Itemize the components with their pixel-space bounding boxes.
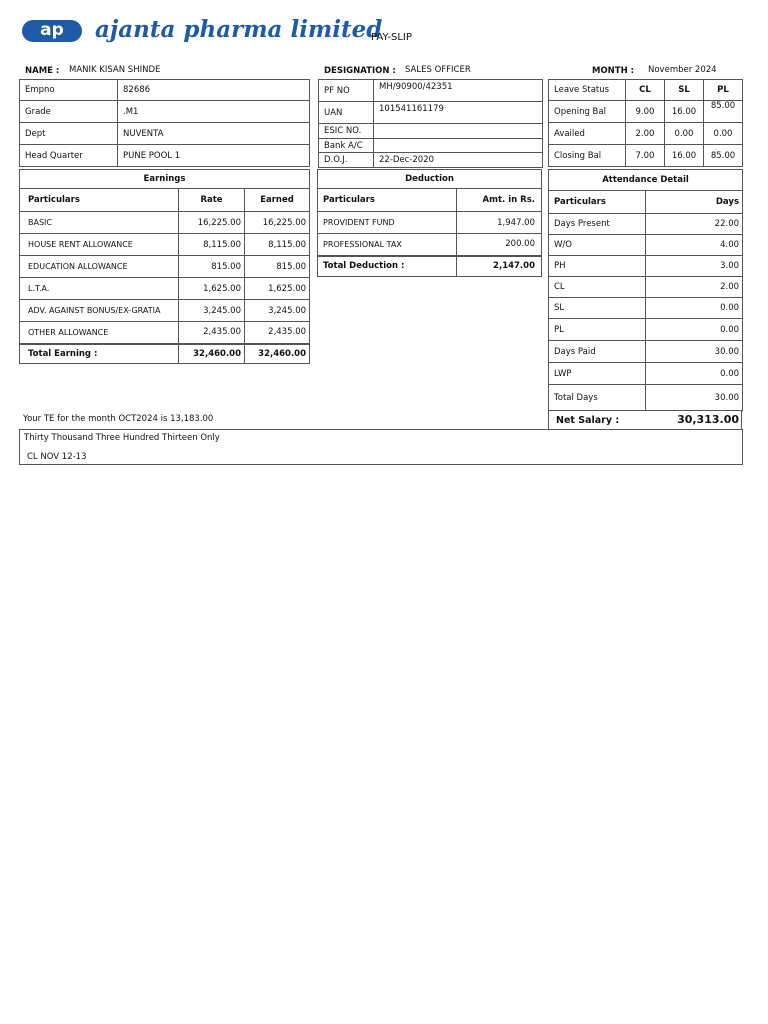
earning-name: BASIC	[20, 212, 179, 234]
detail-label: Grade	[20, 101, 118, 123]
earning-earned: 1,625.00	[245, 278, 310, 300]
earnings-total-label: Total Earning :	[20, 344, 179, 364]
attendance-row	[549, 319, 743, 341]
attendance-row	[549, 277, 743, 298]
id-value: MH/90900/42351	[374, 80, 543, 102]
leave-header: SL	[665, 80, 704, 101]
id-value: 101541161179	[374, 102, 543, 124]
employee-ids-table	[318, 79, 543, 168]
detail-value: NUVENTA	[118, 123, 310, 145]
earning-rate: 3,245.00	[179, 300, 245, 322]
earnings-total-rate: 32,460.00	[179, 344, 245, 364]
earnings-row	[20, 256, 310, 278]
earning-rate: 1,625.00	[179, 278, 245, 300]
attendance-header: Days	[646, 191, 743, 214]
employee-details-table	[19, 79, 310, 167]
earning-earned: 3,245.00	[245, 300, 310, 322]
deduction-amount: 200.00	[457, 234, 542, 256]
attendance-name: LWP	[549, 363, 646, 385]
earnings-header: Rate	[179, 189, 245, 212]
company-logo	[22, 20, 82, 42]
attendance-header: Particulars	[549, 191, 646, 214]
attendance-row	[549, 256, 743, 277]
deduction-header: Amt. in Rs.	[457, 189, 542, 212]
deduction-title: Deduction	[318, 170, 542, 189]
deduction-header: Particulars	[318, 189, 457, 212]
deduction-name: PROFESSIONAL TAX	[318, 234, 457, 256]
leave-pl: 0.00	[704, 123, 743, 145]
attendance-row	[549, 341, 743, 363]
employee-name: MANIK KISAN SHINDE	[69, 65, 161, 75]
attendance-name: PH	[549, 256, 646, 277]
attendance-table	[548, 169, 743, 411]
leave-pl: 85.00	[704, 145, 743, 167]
deduction-row	[318, 234, 542, 256]
id-value	[374, 139, 543, 153]
attendance-row	[549, 235, 743, 256]
attendance-name: Days Paid	[549, 341, 646, 363]
amount-in-words: Thirty Thousand Three Hundred Thirteen Only	[24, 433, 220, 443]
attendance-days: 30.00	[646, 385, 743, 411]
leave-cl: 7.00	[626, 145, 665, 167]
leave-pl: 85.00	[704, 101, 743, 123]
attendance-row	[549, 298, 743, 319]
detail-label: Dept	[20, 123, 118, 145]
earning-name: L.T.A.	[20, 278, 179, 300]
earnings-table	[19, 169, 310, 364]
attendance-name: W/O	[549, 235, 646, 256]
detail-value: .M1	[118, 101, 310, 123]
earning-name: HOUSE RENT ALLOWANCE	[20, 234, 179, 256]
month-value: November 2024	[648, 65, 717, 75]
detail-label: Head Quarter	[20, 145, 118, 167]
attendance-days: 22.00	[646, 214, 743, 235]
id-label: Bank A/C	[319, 139, 374, 153]
logo-text: ap	[40, 20, 64, 40]
id-value: 22-Dec-2020	[374, 153, 543, 168]
id-label: ESIC NO.	[319, 124, 374, 139]
leave-sl: 16.00	[665, 145, 704, 167]
earning-rate: 16,225.00	[179, 212, 245, 234]
name-label: NAME :	[25, 66, 60, 76]
designation-value: SALES OFFICER	[405, 65, 471, 75]
attendance-row	[549, 214, 743, 235]
net-salary-label: Net Salary :	[556, 415, 620, 426]
te-note: Your TE for the month OCT2024 is 13,183.00	[23, 414, 214, 424]
earning-name: OTHER ALLOWANCE	[20, 322, 179, 344]
detail-value: 82686	[118, 80, 310, 101]
attendance-days: 2.00	[646, 277, 743, 298]
earning-earned: 2,435.00	[245, 322, 310, 344]
leave-row-label: Opening Bal	[549, 101, 626, 123]
earning-name: ADV. AGAINST BONUS/EX-GRATIA	[20, 300, 179, 322]
net-salary-box	[548, 410, 742, 430]
attendance-row	[549, 385, 743, 411]
detail-label: Empno	[20, 80, 118, 101]
leave-cl: 9.00	[626, 101, 665, 123]
id-label: PF NO	[319, 80, 374, 102]
leave-cl: 2.00	[626, 123, 665, 145]
leave-row-label: Availed	[549, 123, 626, 145]
attendance-title: Attendance Detail	[549, 170, 743, 191]
earnings-row	[20, 234, 310, 256]
earning-rate: 2,435.00	[179, 322, 245, 344]
id-label: D.O.J.	[319, 153, 374, 168]
earnings-total-earned: 32,460.00	[245, 344, 310, 364]
attendance-days: 0.00	[646, 298, 743, 319]
earnings-header: Earned	[245, 189, 310, 212]
deduction-table	[317, 169, 542, 277]
net-salary-value: 30,313.00	[677, 413, 739, 426]
detail-value: PUNE POOL 1	[118, 145, 310, 167]
amount-words-box	[19, 429, 743, 465]
earnings-header: Particulars	[20, 189, 179, 212]
leave-row-label: Closing Bal	[549, 145, 626, 167]
document-title: PAY-SLIP	[371, 32, 412, 43]
leave-sl: 0.00	[665, 123, 704, 145]
attendance-days: 4.00	[646, 235, 743, 256]
earning-rate: 815.00	[179, 256, 245, 278]
id-label: UAN	[319, 102, 374, 124]
deduction-row	[318, 212, 542, 234]
attendance-name: PL	[549, 319, 646, 341]
earning-earned: 815.00	[245, 256, 310, 278]
deduction-amount: 1,947.00	[457, 212, 542, 234]
leave-header: PL	[704, 80, 743, 101]
attendance-days: 3.00	[646, 256, 743, 277]
attendance-name: CL	[549, 277, 646, 298]
leave-status-table	[548, 79, 743, 167]
earning-rate: 8,115.00	[179, 234, 245, 256]
earning-earned: 16,225.00	[245, 212, 310, 234]
attendance-row	[549, 363, 743, 385]
deduction-total-amount: 2,147.00	[457, 256, 542, 277]
month-label: MONTH :	[592, 66, 635, 76]
earning-earned: 8,115.00	[245, 234, 310, 256]
attendance-days: 0.00	[646, 319, 743, 341]
earnings-row	[20, 278, 310, 300]
attendance-days: 0.00	[646, 363, 743, 385]
attendance-days: 30.00	[646, 341, 743, 363]
attendance-name: Days Present	[549, 214, 646, 235]
deduction-name: PROVIDENT FUND	[318, 212, 457, 234]
company-name: ajanta pharma limited	[95, 16, 383, 43]
earnings-row	[20, 212, 310, 234]
id-value	[374, 124, 543, 139]
earnings-row	[20, 322, 310, 344]
leave-sl: 16.00	[665, 101, 704, 123]
remark-note: CL NOV 12-13	[27, 452, 87, 462]
earning-name: EDUCATION ALLOWANCE	[20, 256, 179, 278]
designation-label: DESIGNATION :	[324, 66, 396, 76]
earnings-row	[20, 300, 310, 322]
attendance-name: SL	[549, 298, 646, 319]
attendance-name: Total Days	[549, 385, 646, 411]
leave-header: Leave Status	[549, 80, 626, 101]
deduction-total-label: Total Deduction :	[318, 256, 457, 277]
leave-header: CL	[626, 80, 665, 101]
earnings-title: Earnings	[20, 170, 310, 189]
